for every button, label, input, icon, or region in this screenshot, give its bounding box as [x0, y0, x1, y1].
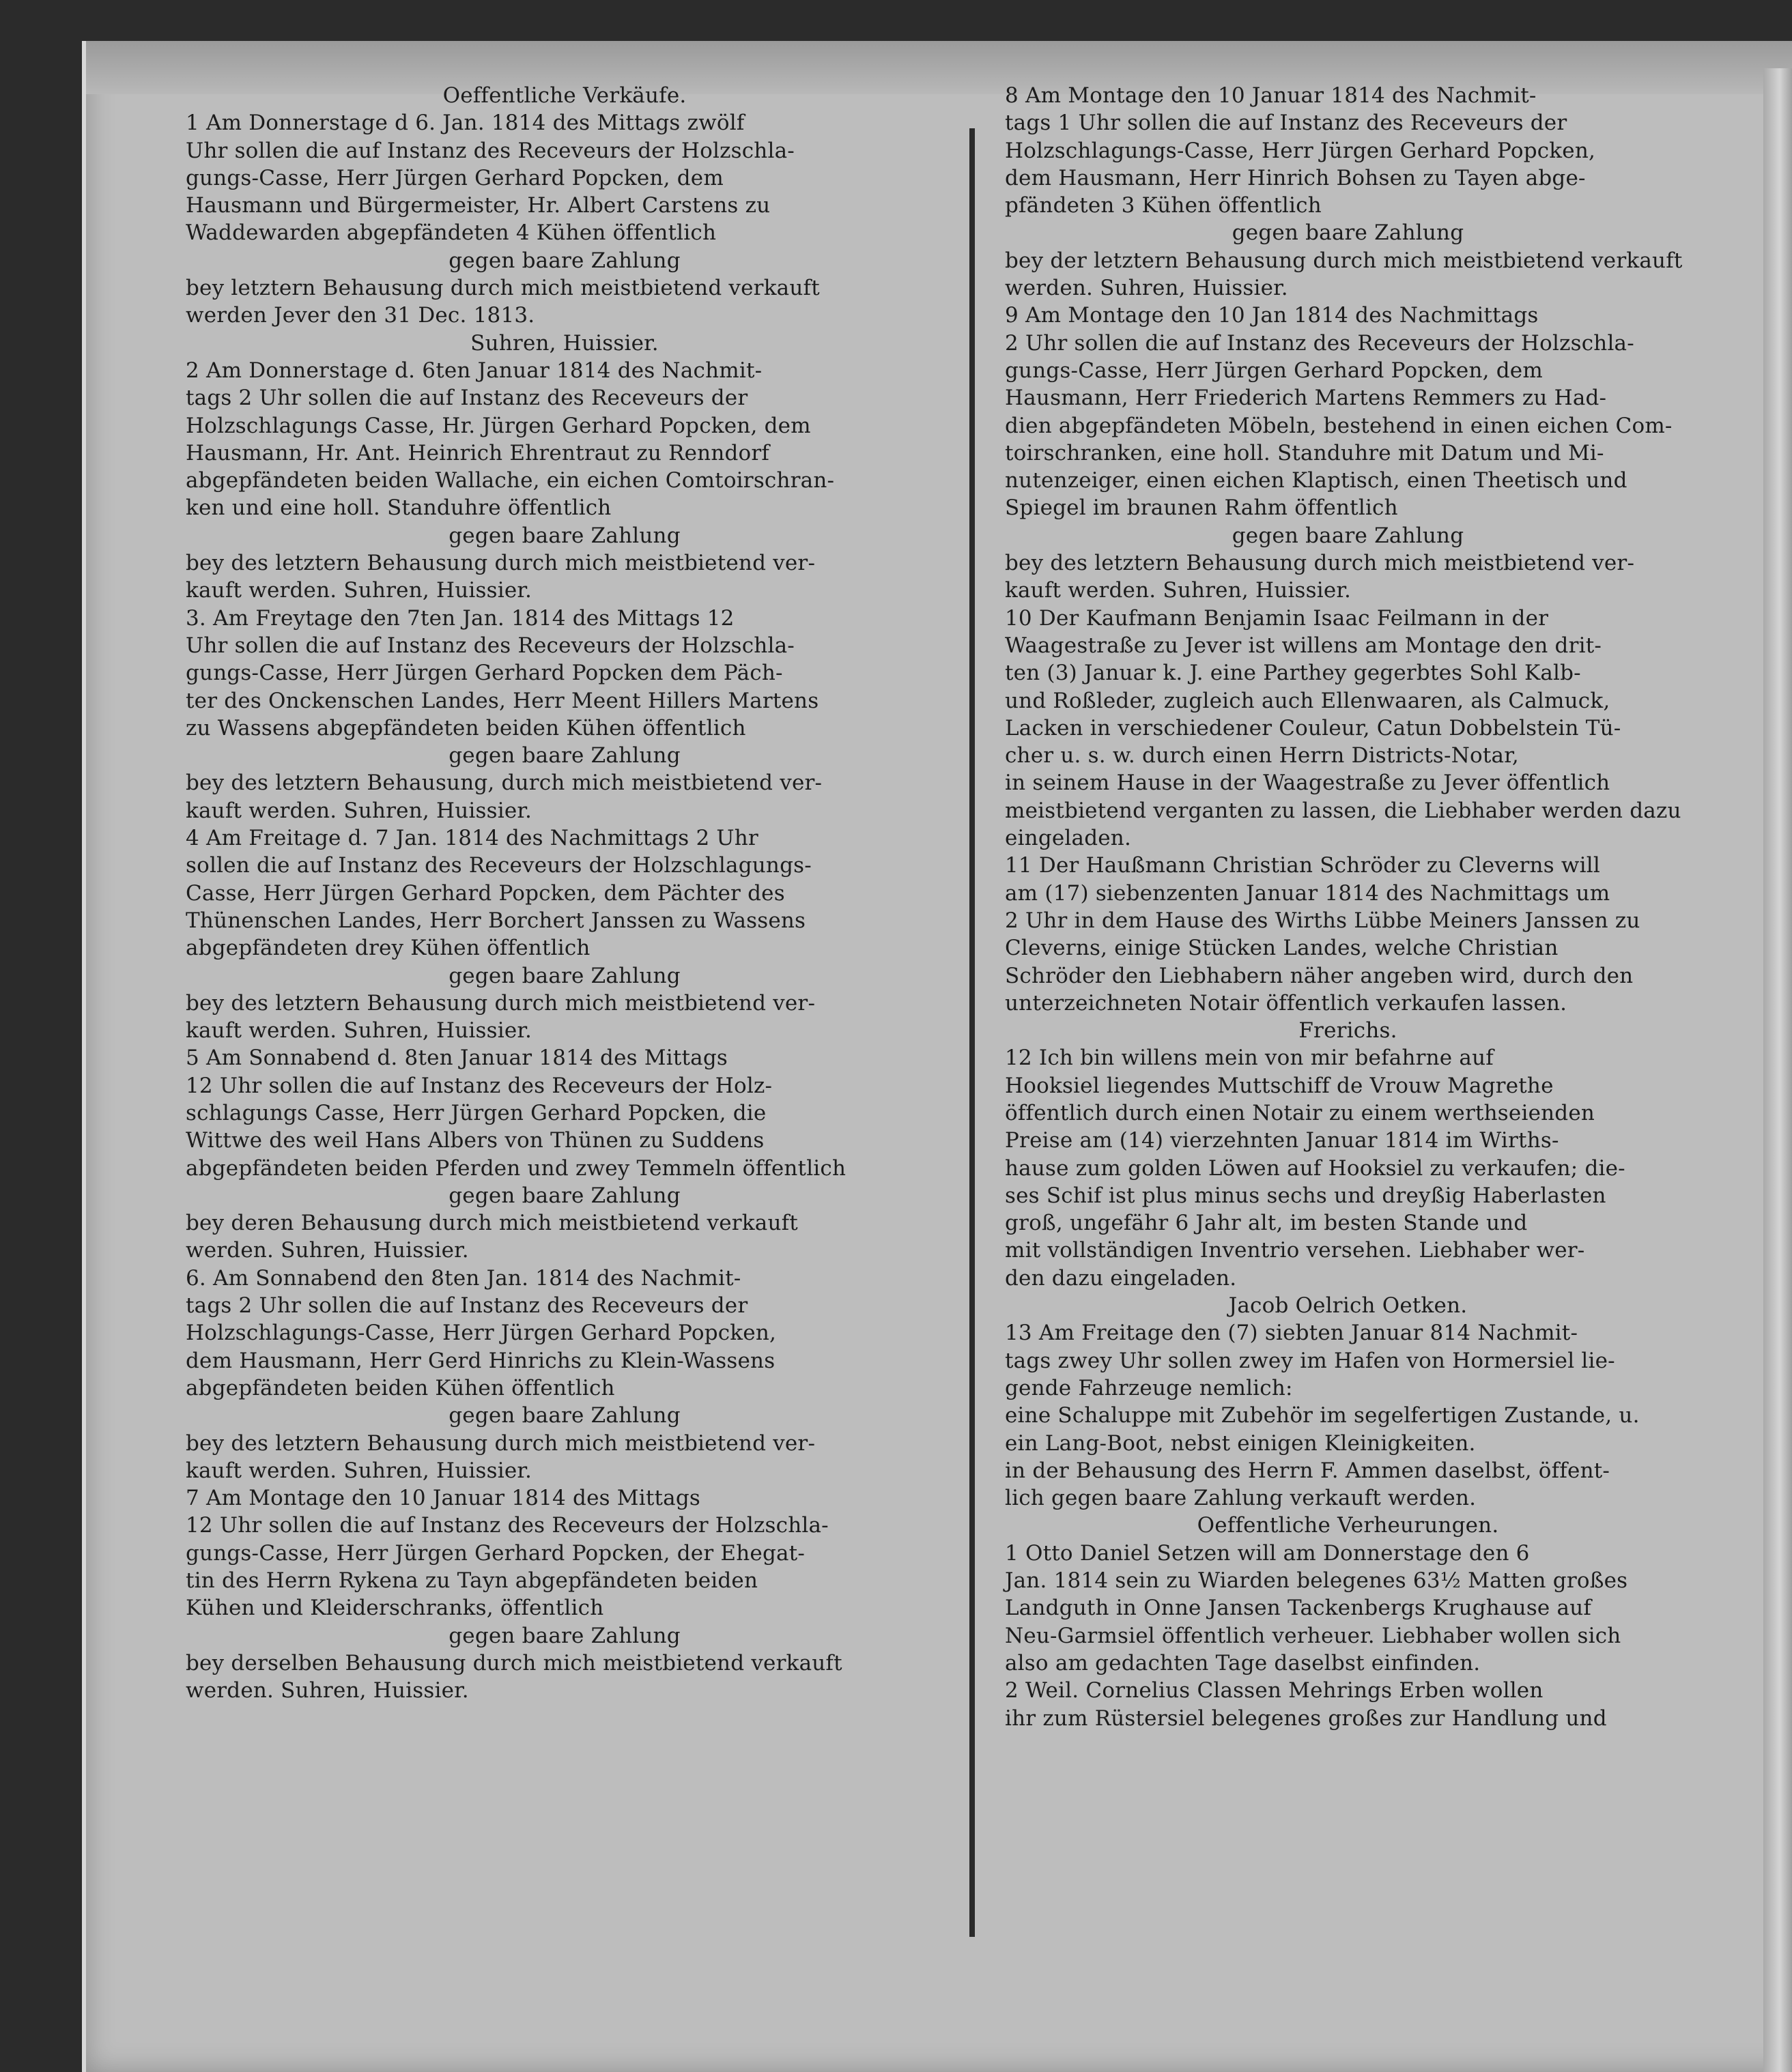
text-line: bey des letztern Behausung durch mich meistbietend ver- [186, 990, 816, 1016]
text-line: Jacob Oelrich Oetken. [1228, 1293, 1468, 1319]
text-line: meistbietend verganten zu lassen, die Liebhaber werden dazu [1005, 798, 1681, 823]
text-line: bey letztern Behausung durch mich meistbietend verkauft [186, 276, 820, 301]
column-divider [969, 128, 975, 1937]
text-line: hause zum golden Löwen auf Hooksiel zu verkaufen; die- [1005, 1155, 1625, 1181]
text-line: bey des letztern Behausung durch mich meistbietend ver- [186, 1430, 816, 1456]
text-line: werden. Suhren, Huissier. [1005, 276, 1288, 301]
text-line: Uhr sollen die auf Instanz des Receveurs der Holzschla- [186, 138, 795, 163]
right-column-lines [1005, 82, 1691, 1732]
text-line: tags 2 Uhr sollen die auf Instanz des Receveurs der [186, 386, 748, 411]
text-line: zu Wassens abgepfändeten beiden Kühen öffentlich [186, 715, 746, 740]
text-line: Preise am (14) vierzehnten Januar 1814 im Wirths- [1005, 1128, 1559, 1153]
text-line: gegen baare Zahlung [449, 963, 681, 988]
text-line: ken und eine holl. Standuhre öffentlich [186, 495, 612, 521]
text-line: Hausmann, Hr. Ant. Heinrich Ehrentraut zu Renndorf [186, 440, 770, 465]
text-line: gegen baare Zahlung [449, 1623, 681, 1648]
text-line: bey des letztern Behausung durch mich meistbietend ver- [1005, 551, 1635, 576]
left-column [186, 82, 943, 1705]
section-heading: Oeffentliche Verkäufe. [442, 83, 687, 108]
text-line: öffentlich durch einen Notair zu einem werthseienden [1005, 1100, 1595, 1125]
text-line: ihr zum Rüstersiel belegenes großes zur Handlung und [1005, 1706, 1607, 1731]
text-line: 12 Uhr sollen die auf Instanz des Receveurs der Holz- [186, 1073, 773, 1098]
text-line: in der Behausung des Herrn F. Ammen daselbst, öffent- [1005, 1458, 1610, 1483]
text-line: kauft werden. Suhren, Huissier. [186, 578, 532, 603]
text-line: kauft werden. Suhren, Huissier. [186, 798, 532, 823]
text-line: Landguth in Onne Jansen Tackenbergs Krughause auf [1005, 1596, 1592, 1621]
text-line: Oeffentliche Verheurungen. [1197, 1513, 1499, 1538]
text-line: Holzschlagungs Casse, Hr. Jürgen Gerhard Popcken, dem [186, 413, 811, 438]
text-line: groß, ungefähr 6 Jahr alt, im besten Stande und [1005, 1211, 1528, 1236]
text-line: 11 Der Haußmann Christian Schröder zu Cleverns will [1005, 853, 1600, 878]
text-line: Neu-Garmsiel öffentlich verheuer. Liebhaber wollen sich [1005, 1623, 1621, 1648]
text-line: bey der letztern Behausung durch mich meistbietend verkauft [1005, 248, 1683, 273]
text-line: 1 Otto Daniel Setzen will am Donnerstage den 6 [1005, 1540, 1530, 1566]
text-line: 8 Am Montage den 10 Januar 1814 des Nachmit- [1005, 83, 1537, 108]
text-line: den dazu eingeladen. [1005, 1265, 1237, 1291]
text-line: 10 Der Kaufmann Benjamin Isaac Feilmann in der [1005, 605, 1549, 631]
text-line: Hooksiel liegendes Muttschiff de Vrouw Magrethe [1005, 1073, 1554, 1098]
text-line: abgepfändeten beiden Pferden und zwey Temmeln öffentlich [186, 1155, 847, 1181]
text-line: gegen baare Zahlung [449, 1403, 681, 1428]
text-line: eingeladen. [1005, 826, 1132, 851]
text-line: kauft werden. Suhren, Huissier. [186, 1458, 532, 1483]
text-line: Cleverns, einige Stücken Landes, welche Christian [1005, 936, 1559, 961]
left-column-lines [186, 109, 943, 1704]
text-line: 13 Am Freitage den (7) siebten Januar 814 Nachmit- [1005, 1321, 1578, 1346]
text-line: Frerichs. [1298, 1018, 1397, 1044]
text-line: bey derselben Behausung durch mich meistbietend verkauft [186, 1650, 842, 1675]
text-line: und Roßleder, zugleich auch Ellenwaaren, als Calmuck, [1005, 688, 1610, 713]
text-line: 2 Am Donnerstage d. 6ten Januar 1814 des Nachmit- [186, 358, 763, 383]
text-line: Wittwe des weil Hans Albers von Thünen zu Suddens [186, 1128, 765, 1153]
text-line: Jan. 1814 sein zu Wiarden belegenes 63½ Matten großes [1005, 1568, 1628, 1594]
text-line: Kühen und Kleiderschranks, öffentlich [186, 1596, 604, 1621]
text-line: abgepfändeten beiden Kühen öffentlich [186, 1375, 615, 1400]
text-line: also am gedachten Tage daselbst einfinden. [1005, 1650, 1481, 1675]
text-line: 3. Am Freytage den 7ten Jan. 1814 des Mittags 12 [186, 605, 735, 631]
text-line: Casse, Herr Jürgen Gerhard Popcken, dem Pächter des [186, 880, 785, 906]
right-column [1005, 82, 1691, 1732]
text-line: dien abgepfändeten Möbeln, bestehend in einen eichen Com- [1005, 413, 1673, 438]
text-line: 5 Am Sonnabend d. 8ten Januar 1814 des Mittags [186, 1046, 728, 1071]
text-line: Schröder den Liebhabern näher angeben wird, durch den [1005, 963, 1634, 988]
text-line: pfändeten 3 Kühen öffentlich [1005, 193, 1322, 218]
text-line: gegen baare Zahlung [1232, 220, 1464, 246]
text-line: dem Hausmann, Herr Hinrich Bohsen zu Tayen abge- [1005, 165, 1586, 190]
text-line: nutenzeiger, einen eichen Klaptisch, einen Theetisch und [1005, 468, 1627, 493]
text-line: gegen baare Zahlung [449, 743, 681, 768]
text-line: Hausmann und Bürgermeister, Hr. Albert Carstens zu [186, 193, 771, 218]
text-line: gungs-Casse, Herr Jürgen Gerhard Popcken, der Ehegat- [186, 1540, 805, 1566]
text-line: cher u. s. w. durch einen Herrn Districts-Notar, [1005, 743, 1519, 768]
text-line: gegen baare Zahlung [449, 1183, 681, 1208]
text-line: werden. Suhren, Huissier. [186, 1678, 469, 1703]
text-line: eine Schaluppe mit Zubehör im segelfertigen Zustande, u. [1005, 1403, 1640, 1428]
text-line: gungs-Casse, Herr Jürgen Gerhard Popcken, dem [1005, 358, 1543, 383]
text-line: in seinem Hause in der Waagestraße zu Jever öffentlich [1005, 771, 1610, 796]
text-line: bey des letztern Behausung, durch mich meistbietend ver- [186, 771, 823, 796]
text-line: Hausmann, Herr Friederich Martens Remmers zu Had- [1005, 386, 1607, 411]
text-line: 2 Weil. Cornelius Classen Mehrings Erben wollen [1005, 1678, 1544, 1703]
text-line: schlagungs Casse, Herr Jürgen Gerhard Popcken, die [186, 1100, 767, 1125]
text-line: lich gegen baare Zahlung verkauft werden. [1005, 1486, 1477, 1511]
text-line: mit vollständigen Inventrio versehen. Liebhaber wer- [1005, 1238, 1585, 1263]
text-line: 9 Am Montage den 10 Jan 1814 des Nachmittags [1005, 303, 1539, 328]
text-line: tags zwey Uhr sollen zwey im Hafen von Hormersiel lie- [1005, 1348, 1615, 1373]
text-line: 2 Uhr in dem Hause des Wirths Lübbe Meiners Janssen zu [1005, 908, 1640, 933]
text-line: tags 2 Uhr sollen die auf Instanz des Receveurs der [186, 1293, 748, 1319]
text-line: Spiegel im braunen Rahm öffentlich [1005, 495, 1398, 521]
text-line: gende Fahrzeuge nemlich: [1005, 1375, 1293, 1400]
text-line: bey deren Behausung durch mich meistbietend verkauft [186, 1211, 798, 1236]
text-line: abgepfändeten drey Kühen öffentlich [186, 936, 591, 961]
text-line: 2 Uhr sollen die auf Instanz des Receveurs der Holzschla- [1005, 330, 1634, 356]
text-line: Holzschlagungs-Casse, Herr Jürgen Gerhard Popcken, [186, 1321, 777, 1346]
text-line: 7 Am Montage den 10 Januar 1814 des Mittags [186, 1486, 700, 1511]
text-line: 6. Am Sonnabend den 8ten Jan. 1814 des Nachmit- [186, 1265, 741, 1291]
text-line: Waddewarden abgepfändeten 4 Kühen öffentlich [186, 220, 717, 246]
text-line: ein Lang-Boot, nebst einigen Kleinigkeiten. [1005, 1430, 1476, 1456]
text-line: gegen baare Zahlung [449, 248, 681, 273]
text-line: tags 1 Uhr sollen die auf Instanz des Receveurs der [1005, 111, 1567, 136]
text-line: werden. Suhren, Huissier. [186, 1238, 469, 1263]
text-line: Holzschlagungs-Casse, Herr Jürgen Gerhard Popcken, [1005, 138, 1596, 163]
text-line: gegen baare Zahlung [449, 523, 681, 548]
text-line: 1 Am Donnerstage d 6. Jan. 1814 des Mittags zwölf [186, 111, 745, 136]
text-line: 12 Ich bin willens mein von mir befahrne auf [1005, 1046, 1494, 1071]
text-line: Lacken in verschiedener Couleur, Catun Dobbelstein Tü- [1005, 715, 1621, 740]
text-line: 12 Uhr sollen die auf Instanz des Receveurs der Holzschla- [186, 1513, 829, 1538]
text-line: ten (3) Januar k. J. eine Parthey gegerbtes Sohl Kalb- [1005, 661, 1581, 686]
text-line: unterzeichneten Notair öffentlich verkaufen lassen. [1005, 990, 1567, 1016]
text-line: Waagestraße zu Jever ist willens am Montage den drit- [1005, 633, 1602, 658]
text-line: dem Hausmann, Herr Gerd Hinrichs zu Klein-Wassens [186, 1348, 776, 1373]
text-line: abgepfändeten beiden Wallache, ein eichen Comtoirschran- [186, 468, 835, 493]
text-line: sollen die auf Instanz des Receveurs der Holzschlagungs- [186, 853, 812, 878]
text-line: gegen baare Zahlung [1232, 523, 1464, 548]
text-line: gungs-Casse, Herr Jürgen Gerhard Popcken dem Päch- [186, 661, 783, 686]
text-line: kauft werden. Suhren, Huissier. [186, 1018, 532, 1044]
text-line: werden Jever den 31 Dec. 1813. [186, 303, 535, 328]
text-line: ter des Onckenschen Landes, Herr Meent Hillers Martens [186, 688, 819, 713]
text-line: gungs-Casse, Herr Jürgen Gerhard Popcken, dem [186, 165, 724, 190]
text-line: ses Schif ist plus minus sechs und dreyßig Haberlasten [1005, 1183, 1606, 1208]
text-line: Uhr sollen die auf Instanz des Receveurs der Holzschla- [186, 633, 795, 658]
text-line: bey des letztern Behausung durch mich meistbietend ver- [186, 551, 816, 576]
text-line: Thünenschen Landes, Herr Borchert Janssen zu Wassens [186, 908, 806, 933]
text-line: 4 Am Freitage d. 7 Jan. 1814 des Nachmittags 2 Uhr [186, 826, 758, 851]
text-line: tin des Herrn Rykena zu Tayn abgepfändeten beiden [186, 1568, 758, 1594]
text-line: kauft werden. Suhren, Huissier. [1005, 578, 1352, 603]
page-right-edge [1763, 68, 1792, 2072]
text-line: Suhren, Huissier. [470, 330, 659, 356]
text-line: am (17) siebenzenten Januar 1814 des Nachmittags um [1005, 880, 1610, 906]
text-line: toirschranken, eine holl. Standuhre mit Datum und Mi- [1005, 440, 1604, 465]
